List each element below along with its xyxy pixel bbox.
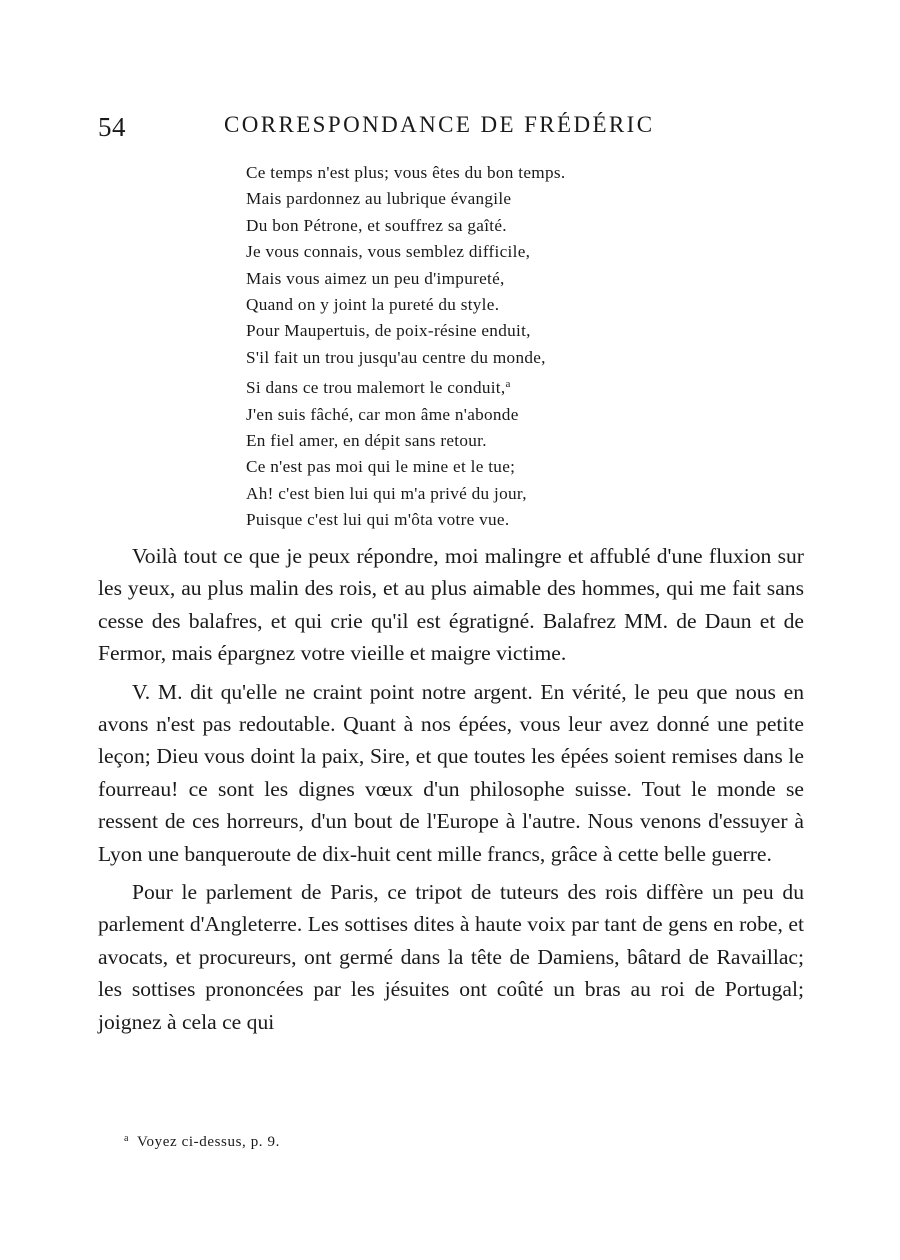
footnote-ref[interactable]: a: [505, 378, 511, 391]
footnote-marker: a: [124, 1133, 130, 1144]
poem-line-text: Ce n'est pas moi qui le mine et le tue;: [246, 457, 516, 477]
running-head: CORRESPONDANCE DE FRÉDÉRIC: [224, 112, 655, 137]
poem-line-text: Quand on y joint la pureté du style.: [246, 295, 500, 315]
poem-line: [246, 318, 565, 344]
poem-line: [246, 213, 565, 239]
poem-line: [246, 428, 565, 454]
poem-line-text: Si dans ce trou malemort le conduit,: [246, 378, 506, 398]
poem-line-text: Puisque c'est lui qui m'ôta votre vue.: [246, 510, 510, 530]
paragraph: Pour le parlement de Paris, ce tripot de tuteurs des rois diffère un peu du parlement d'Angleterre. Les sottises dites à haute voix par tant de gens en robe, et avocats, et procureurs, ont germé dans la tête de Damiens, bâtard de Ravaillac; les sottises prononcées par les jésuites ont coûté un bras au roi de Portugal; joignez à cela ce qui: [98, 880, 804, 1034]
poem-line: [246, 507, 565, 533]
poem-line: [246, 292, 565, 318]
poem-line: [246, 402, 565, 428]
paragraph: V. M. dit qu'elle ne craint point notre argent. En vérité, le peu que nous en avons n'est pas redoutable. Quant à nos épées, vous leur avez donné une petite leçon; Dieu vous doint la paix, Sire, et que toutes les épées soient remises dans le fourreau! ce sont les dignes vœux d'un philosophe suisse. Tout le monde se ressent de ces horreurs, d'un bout de l'Europe à l'autre. Nous venons d'essuyer à Lyon une banqueroute de dix-huit cent mille francs, grâce à cette belle guerre.: [98, 679, 804, 866]
poem-line: [246, 454, 565, 480]
footnote-text: Voyez ci-dessus, p. 9.: [137, 1134, 280, 1150]
poem-line-text: Ce temps n'est plus; vous êtes du bon temps.: [246, 163, 566, 182]
poem-line: [246, 481, 565, 507]
poem-line: [246, 186, 565, 212]
poem-line-text: Du bon Pétrone, et souffrez sa gaîté.: [246, 215, 507, 235]
poem-line-text: En fiel amer, en dépit sans retour.: [246, 431, 487, 451]
poem-line-text: Pour Maupertuis, de poix-résine enduit,: [246, 321, 531, 341]
poem-line-text: J'en suis fâché, car mon âme n'abonde: [246, 404, 519, 424]
poem: [246, 160, 565, 534]
poem-line-text: Mais pardonnez au lubrique évangile: [246, 189, 512, 209]
poem-line: [246, 239, 565, 265]
poem-line-text: Je vous connais, vous semblez difficile,: [246, 242, 531, 262]
letter-body: [98, 540, 804, 1044]
poem-line: [246, 160, 565, 186]
poem-line: [246, 266, 565, 292]
paragraph: Voilà tout ce que je peux répondre, moi malingre et affublé d'une fluxion sur les yeux, au plus malin des rois, et au plus aimable des hommes, qui me fait sans cesse des balafres, et qui crie qu'il est égratigné. Balafrez MM. de Daun et de Fermor, mais épargnez votre vieille et maigre victime.: [98, 544, 804, 666]
poem-line: [246, 345, 565, 371]
poem-line-text: S'il fait un trou jusqu'au centre du monde,: [246, 347, 546, 367]
poem-line-text: Ah! c'est bien lui qui m'a privé du jour,: [246, 483, 527, 503]
page-number: 54: [98, 112, 126, 142]
poem-line: [246, 371, 565, 401]
footnote: [124, 1133, 280, 1151]
poem-line-text: Mais vous aimez un peu d'impureté,: [246, 268, 505, 288]
